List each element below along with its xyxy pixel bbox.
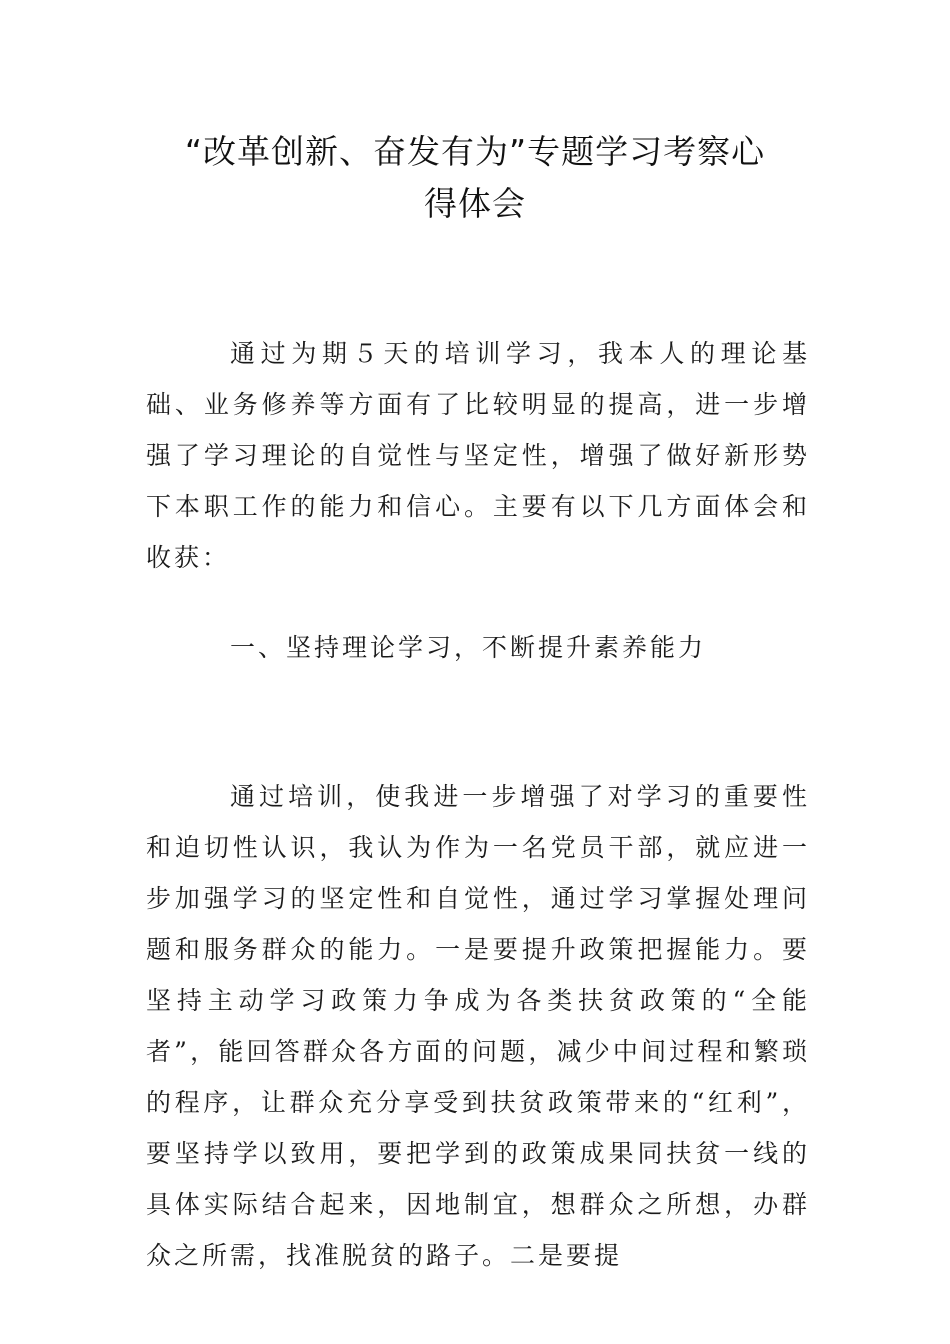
intro-paragraph: 通过为期５天的培训学习，我本人的理论基础、业务修养等方面有了比较明显的提高，进一步增强了学习理论的自觉性与坚定性，增强了做好新形势下本职工作的能力和信心。主要有以下几方面体会和收获： (146, 339, 810, 572)
document-title-line-1: “改革创新、奋发有为”专题学习考察心 (184, 132, 766, 171)
section-heading: 一、坚持理论学习，不断提升素养能力 (230, 633, 707, 662)
body-paragraph: 通过培训，使我进一步增强了对学习的重要性和迫切性认识，我认为作为一名党员干部，就应进一步加强学习的坚定性和自觉性，通过学习掌握处理问题和服务群众的能力。一是要提升政策把握能力。要坚持主动学习政策力争成为各类扶贫政策的“全能者”，能回答群众各方面的问题，减少中间过程和繁琐的程序，让群众充分享受到扶贫政策带来的“红利”，要坚持学以致用，要把学到的政策成果同扶贫一线的具体实际结合起来，因地制宜，想群众之所想，办群众之所需，找准脱贫的路子。二是要提 (146, 782, 810, 1270)
document-title-line-2: 得体会 (424, 184, 526, 223)
